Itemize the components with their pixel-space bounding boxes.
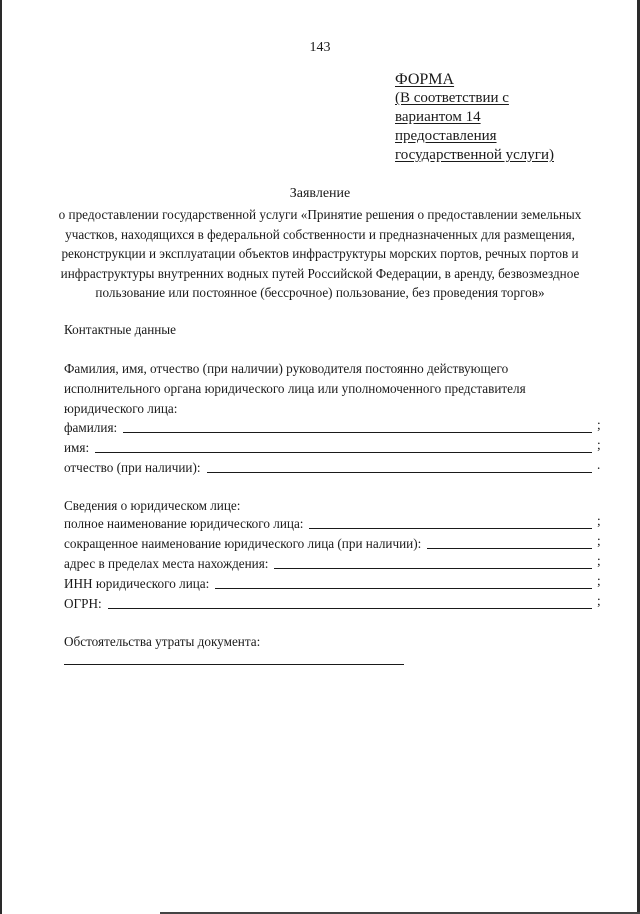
inn-input-line[interactable] — [215, 574, 592, 589]
full-name-input-line[interactable] — [309, 514, 592, 529]
address-input-line[interactable] — [274, 554, 592, 569]
inn-field[interactable] — [64, 574, 592, 592]
form-note-line: (В соответствии с — [395, 90, 509, 106]
full-name-label: полное наименование юридического лица: — [64, 516, 304, 531]
name-input-line[interactable] — [95, 438, 592, 453]
form-note-line: вариантом 14 — [395, 109, 481, 125]
statement-title: Заявление — [289, 186, 351, 201]
statement-line: участков, находящихся в федеральной собственности и предназначенных для размещения, — [65, 226, 575, 242]
page-number: 143 — [309, 40, 331, 55]
loss-heading: Обстоятельства утраты документа: — [64, 634, 261, 649]
statement-line: реконструкции и эксплуатации объектов инфраструктуры морских портов, речных портов и — [61, 246, 579, 261]
address-field[interactable] — [64, 554, 592, 572]
patronymic-field[interactable] — [64, 458, 592, 476]
inn-end-mark: ; — [597, 573, 601, 588]
surname-end-mark: ; — [597, 417, 601, 432]
patronymic-end-mark: . — [597, 457, 601, 472]
contacts-intro-line: исполнительного органа юридического лица или уполномоченного представителя — [64, 381, 526, 396]
contacts-intro-line: юридического лица: — [64, 401, 178, 416]
short-name-label: сокращенное наименование юридического лица (при наличии): — [64, 536, 422, 551]
short-name-input-line[interactable] — [427, 534, 592, 549]
ogrn-field[interactable] — [64, 594, 592, 612]
statement-body — [56, 205, 584, 303]
statement-line: пользование или постоянное (бессрочное) пользование, без проведения торгов» — [95, 285, 545, 300]
form-header — [395, 70, 554, 165]
full-name-field[interactable] — [64, 514, 592, 532]
address-end-mark: ; — [597, 553, 601, 568]
ogrn-label: ОГРН: — [64, 596, 102, 611]
contacts-intro-line: Фамилия, имя, отчество (при наличии) руководителя постоянно действующего — [64, 361, 509, 376]
patronymic-input-line[interactable] — [207, 458, 592, 473]
full-name-end-mark: ; — [597, 513, 601, 528]
name-label: имя: — [64, 440, 90, 455]
form-title: ФОРМА — [395, 71, 455, 88]
page-edge-left — [0, 0, 2, 914]
surname-field[interactable] — [64, 418, 592, 436]
short-name-field[interactable] — [64, 534, 592, 552]
name-field[interactable] — [64, 438, 592, 456]
surname-input-line[interactable] — [123, 418, 592, 433]
ogrn-input-line[interactable] — [108, 594, 592, 609]
name-end-mark: ; — [597, 437, 601, 452]
patronymic-label: отчество (при наличии): — [64, 460, 201, 475]
surname-label: фамилия: — [64, 420, 118, 435]
inn-label: ИНН юридического лица: — [64, 576, 210, 591]
form-note-line: государственной услуги) — [395, 147, 554, 163]
contacts-heading: Контактные данные — [64, 322, 177, 337]
short-name-end-mark: ; — [597, 533, 601, 548]
statement-line: инфраструктуры внутренних водных путей Российской Федерации, в аренду, безвозмездное — [60, 265, 580, 281]
ogrn-end-mark: ; — [597, 593, 601, 608]
statement-line: о предоставлении государственной услуги «Принятие решения о предоставлении земельных — [58, 207, 582, 222]
legal-entity-heading: Сведения о юридическом лице: — [64, 498, 241, 513]
address-label: адрес в пределах места нахождения: — [64, 556, 269, 571]
form-note-line: предоставления — [395, 128, 497, 144]
loss-input-line[interactable] — [64, 664, 404, 665]
